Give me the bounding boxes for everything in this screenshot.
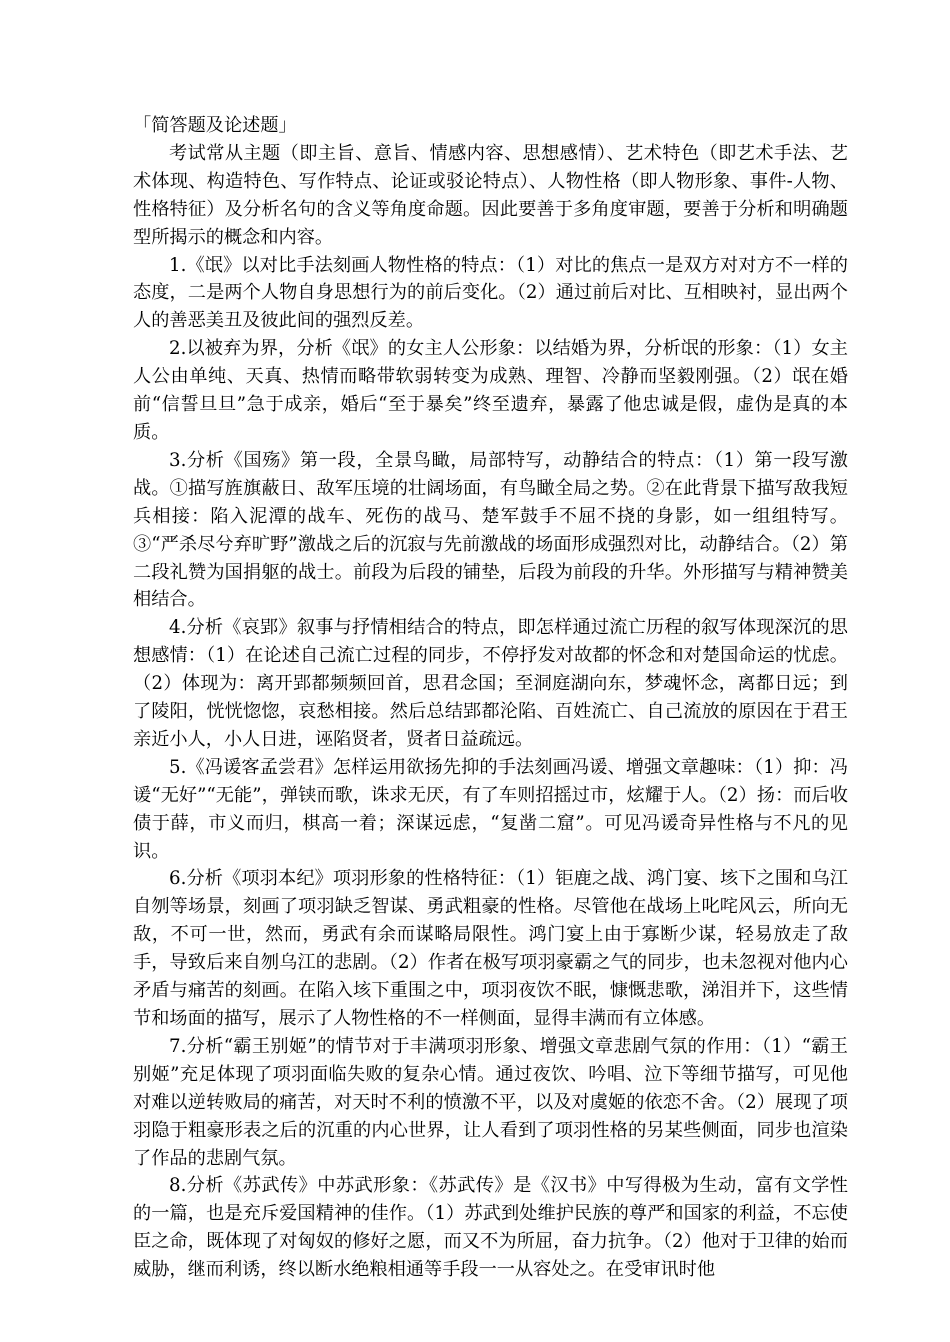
item-8-paragraph: 8.分析《苏武传》中苏武形象：《苏武传》是《汉书》中写得极为生动，富有文学性的一篇，也是充斥爱国精神的佳作。（1）苏武到处维护民族的尊严和国家的利益，不忘使臣之命，既体现了对匈奴的修好之愿，而又不为所屈，奋力抗争。（2）他对于卫律的始而威胁，继而利诱，终以断水绝粮相通等手段一一从容处之。在受审讯时他 [133, 1175, 848, 1281]
item-1-paragraph: 1.《氓》以对比手法刻画人物性格的特点：（1）对比的焦点一是双方对对方不一样的态度，二是两个人物自身思想行为的前后变化。（2）通过前后对比、互相映衬，显出两个人的善恶美丑及彼此间的强烈反差。 [133, 254, 848, 332]
document-body [133, 112, 848, 1284]
intro-paragraph: 考试常从主题（即主旨、意旨、情感内容、思想感情）、艺术特色（即艺术手法、艺术体现、构造特色、写作特点、论证或驳论特点）、人物性格（即人物形象、事件-人物、性格特征）及分析名句的含义等角度命题。因此要善于多角度审题，要善于分析和明确题型所揭示的概念和内容。 [133, 142, 848, 248]
item-3-paragraph: 3.分析《国殇》第一段，全景鸟瞰，局部特写，动静结合的特点：（1）第一段写激战。①描写旌旗蔽日、敌军压境的壮阔场面，有鸟瞰全局之势。②在此背景下描写敌我短兵相接：陷入泥潭的战车、死伤的战马、楚军鼓手不屈不挠的身影，如一组组特写。③“严杀尽兮弃旷野”激战之后的沉寂与先前激战的场面形成强烈对比，动静结合。（2）第二段礼赞为国捐躯的战士。前段为后段的铺垫，后段为前段的升华。外形描写与精神赞美相结合。 [133, 449, 848, 611]
item-2-paragraph: 2.以被弃为界，分析《氓》的女主人公形象：以结婚为界，分析氓的形象：（1）女主人公由单纯、天真、热情而略带软弱转变为成熟、理智、冷静而坚毅刚强。（2）氓在婚前“信誓旦旦”急于成亲，婚后“至于暴矣”终至遗弃，暴露了他忠诚是假，虚伪是真的本质。 [133, 338, 848, 443]
item-5-paragraph: 5.《冯谖客孟尝君》怎样运用欲扬先抑的手法刻画冯谖、增强文章趣味：（1）抑：冯谖“无好”“无能”，弹铗而歌，诛求无厌，有了车则招摇过市，炫耀于人。（2）扬：而后收债于薛，市义而归，棋高一着；深谋远虑，“复凿二窟”。可见冯谖奇异性格与不凡的见识。 [133, 756, 848, 862]
item-6-paragraph: 6.分析《项羽本纪》项羽形象的性格特征：（1）钜鹿之战、鸿门宴、垓下之围和乌江自刎等场景，刻画了项羽缺乏智谋、勇武粗豪的性格。尽管他在战场上叱咤风云，所向无敌，不可一世，然而，勇武有余而谋略局限性。鸿门宴上由于寡断少谋，轻易放走了敌手，导致后来自刎乌江的悲剧。（2）作者在极写项羽豪霸之气的同步，也未忽视对他内心矛盾与痛苦的刻画。在陷入垓下重围之中，项羽夜饮不眠，慷慨悲歌，涕泪并下，这些情节和场面的描写，展示了人物性格的不一样侧面，显得丰满而有立体感。 [133, 868, 848, 1029]
section-heading: 「简答题及论述题」 [133, 115, 297, 136]
item-7-paragraph: 7.分析“霸王别姬”的情节对于丰满项羽形象、增强文章悲剧气氛的作用：（1）“霸王别姬”充足体现了项羽面临失败的复杂心情。通过夜饮、吟唱、泣下等细节描写，可见他对难以逆转败局的痛苦，对天时不利的愤激不平，以及对虞姬的依恋不舍。（2）展现了项羽隐于粗豪形表之后的沉重的内心世界，让人看到了项羽性格的另某些侧面，同步也渲染了作品的悲剧气氛。 [133, 1035, 848, 1169]
item-4-paragraph: 4.分析《哀郢》叙事与抒情相结合的特点，即怎样通过流亡历程的叙写体现深沉的思想感情：（1）在论述自己流亡过程的同步，不停抒发对故都的怀念和对楚国命运的忧虑。（2）体现为：离开郢都频频回首，思君念国；至洞庭湖向东，梦魂怀念，离都日远；到了陵阳，恍恍惚惚，哀愁相接。然后总结郢都沦陷、百姓流亡、自己流放的原因在于君王亲近小人，小人日进，诬陷贤者，贤者日益疏远。 [133, 617, 848, 750]
